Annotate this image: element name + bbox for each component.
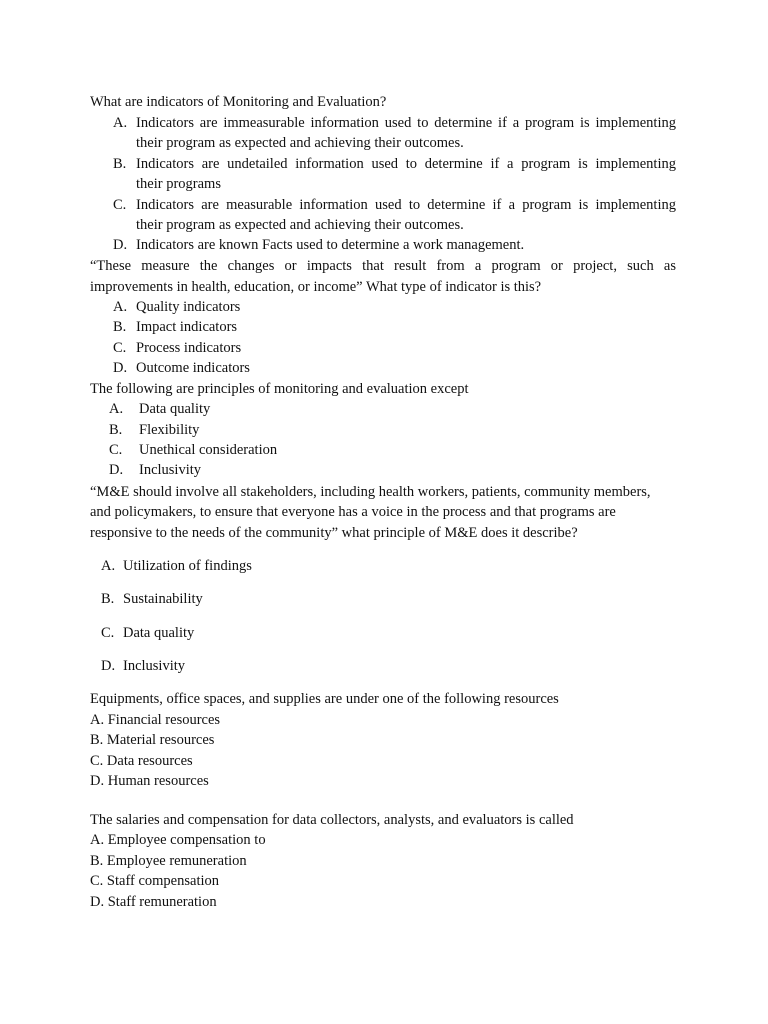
option-label: B. xyxy=(113,156,127,172)
question-4-line3: responsive to the needs of the community” what principle of M&E does it describe? xyxy=(90,525,578,541)
option-label: B. xyxy=(113,319,127,335)
option-label: D. xyxy=(109,462,124,478)
option-item: D. Human resources xyxy=(90,773,209,789)
question-3-text: The following are principles of monitoring and evaluation except xyxy=(90,381,469,397)
option-b-line1: Indicators are undetailed information used to determine if a program is implementing xyxy=(136,156,676,172)
option-item: B. Material resources xyxy=(90,732,215,748)
option-item: C. Data resources xyxy=(90,753,193,769)
option-a-line2: their program as expected and achieving their outcomes. xyxy=(136,135,464,151)
option-label: B. xyxy=(109,422,123,438)
option-text: Flexibility xyxy=(139,422,200,438)
question-5-text: Equipments, office spaces, and supplies are under one of the following resources xyxy=(90,691,559,707)
option-label: A. xyxy=(101,558,116,574)
option-label: A. xyxy=(113,115,128,131)
option-text: Unethical consideration xyxy=(139,442,278,458)
option-label: B. xyxy=(101,591,115,607)
option-label: A. xyxy=(109,401,124,417)
option-a-line1: Indicators are immeasurable information used to determine if a program is implementing xyxy=(136,115,676,131)
option-text: Sustainability xyxy=(123,591,203,607)
option-item: B. Employee remuneration xyxy=(90,853,247,869)
option-text: Data quality xyxy=(123,625,195,641)
option-d-line1: Indicators are known Facts used to determine a work management. xyxy=(136,237,525,253)
option-label: D. xyxy=(113,360,128,376)
option-text: Utilization of findings xyxy=(123,558,252,574)
option-text: Inclusivity xyxy=(123,658,186,674)
option-text: Data quality xyxy=(139,401,211,417)
option-text: Quality indicators xyxy=(136,299,241,315)
option-text: Process indicators xyxy=(136,340,242,356)
question-2-line1: “These measure the changes or impacts that result from a program or project, such as xyxy=(90,258,676,274)
option-text: Impact indicators xyxy=(136,319,238,335)
question-4-line1: “M&E should involve all stakeholders, including health workers, patients, community members, xyxy=(90,484,651,500)
option-label: C. xyxy=(109,442,123,458)
option-label: C. xyxy=(113,197,127,213)
question-2-line2: improvements in health, education, or income” What type of indicator is this? xyxy=(90,279,542,295)
option-label: C. xyxy=(113,340,127,356)
option-label: C. xyxy=(101,625,115,641)
option-b-line2: their programs xyxy=(136,176,221,192)
option-label: D. xyxy=(101,658,116,674)
option-label: A. xyxy=(113,299,128,315)
option-c-line1: Indicators are measurable information used to determine if a program is implementing xyxy=(136,197,676,213)
option-item: C. Staff compensation xyxy=(90,873,220,889)
option-text: Inclusivity xyxy=(139,462,202,478)
option-item: D. Staff remuneration xyxy=(90,894,217,910)
option-item: A. Employee compensation to xyxy=(90,832,266,848)
option-c-line2: their program as expected and achieving their outcomes. xyxy=(136,217,464,233)
question-1-text: What are indicators of Monitoring and Evaluation? xyxy=(90,94,387,110)
option-item: A. Financial resources xyxy=(90,712,221,728)
option-text: Outcome indicators xyxy=(136,360,250,376)
option-label: D. xyxy=(113,237,128,253)
question-4-line2: and policymakers, to ensure that everyone has a voice in the process and that programs are xyxy=(90,504,616,520)
question-6-text: The salaries and compensation for data collectors, analysts, and evaluators is called xyxy=(90,812,574,828)
